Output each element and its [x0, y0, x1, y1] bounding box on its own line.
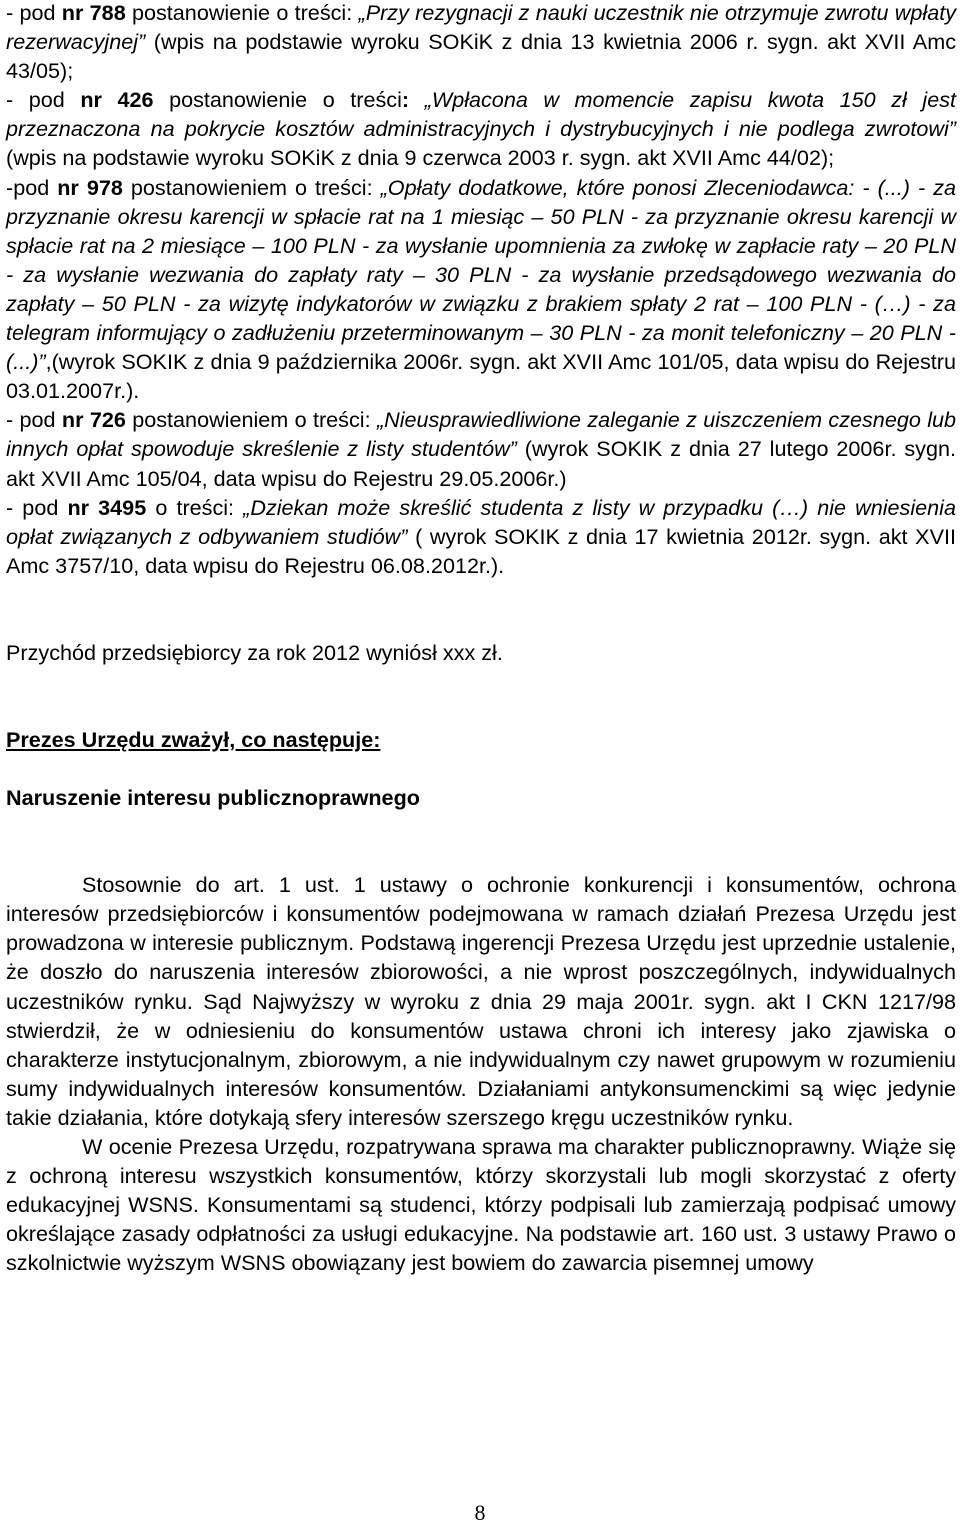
spacer — [6, 754, 956, 783]
entry-intro: postanowieniem o treści: — [122, 174, 381, 200]
entry-citation: (wyrok SOKIK z dnia 27 lutego 2006r. sygn. akt XVII Amc 105/04, data wpisu do Rejestru 29.05.2006r.) — [6, 436, 956, 491]
entry-number: nr 426 — [80, 87, 154, 113]
entry-intro: o treści: — [146, 494, 244, 520]
spacer — [6, 580, 956, 638]
entry-prefix: - pod — [6, 494, 68, 520]
entry-colon: : — [401, 87, 425, 113]
body-paragraph-2: W ocenie Prezesa Urzędu, rozpatrywana sprawa ma charakter publicznoprawny. Wiąże się z ochroną interesu wszystkich konsumentów, którzy skorzystali lub mogli skorzystać z oferty edukacyjnej WSNS. Konsumentami są studenci, którzy podpisali lub zamierzają podpisać umowy określające zasady odpłatności za usługi edukacyjne. Na podstawie art. 160 ust. 3 ustawy Prawo o szkolnictwie wyższym WSNS obowiązany jest bowiem do zawarcia pisemnej umowy — [6, 1134, 956, 1276]
entry-number: nr 788 — [61, 0, 126, 25]
spacer — [6, 667, 956, 725]
body-paragraph-1: Stosownie do art. 1 ust. 1 ustawy o ochronie konkurencji i konsumentów, ochrona interesów przedsiębiorców i konsumentów podejmowana w ramach działań Prezesa Urzędu jest prowadzona w interesie publicznym. Podstawą ingerencji Prezesa Urzędu jest uprzednie ustalenie, że doszło do naruszenia interesów zbiorowości, a nie wprost poszczególnych, indywidualnych uczestników rynku. Sąd Najwyższy w wyroku z dnia 29 maja 2001r. sygn. akt I CKN 1217/98 stwierdził, że w odniesieniu do konsumentów ustawa chroni ich interesy jako zjawiska o charakterze instytucjonalnym, zbiorowym, a nie indywidualnym czy nawet grupowym w rozumieniu sumy indywidualnych interesów konsumentów. Działaniami antykonsumenckimi są więc jedynie takie działania, które dotykają sfery interesów szerszego kręgu uczestników rynku. — [6, 872, 956, 1130]
entry-quote: „Opłaty dodatkowe, które ponosi Zleceniodawca: - (...) - za przyznanie okresu karencji w spłacie rat na 1 miesiąc – 50 PLN - za przyznanie okresu karencji w spłacie rat na 2 miesiące – 100 PLN - za wysłanie upomnienia za zwłokę w zapłacie raty – 20 PLN - za wysłanie wezwania do zapłaty raty – 30 PLN - za wysłanie przedsądowego wezwania do zapłaty – 50 PLN - za wizytę indykatorów w związku z brakiem spłaty 2 rat – 100 PLN - (…) - za telegram informujący o zadłużeniu przeterminowanym – 30 PLN - za monit telefoniczny – 20 PLN - (...)” — [6, 174, 956, 375]
entry-prefix: -pod — [6, 174, 58, 200]
entry-citation: ( wyrok SOKIK z dnia 17 kwietnia 2012r. sygn. akt XVII Amc 3757/10, data wpisu do Rejestru 06.08.2012r.). — [6, 523, 956, 578]
entry-number: nr 726 — [61, 407, 126, 433]
entry-quote: „Wpłacona w momencie zapisu kwota 150 zł jest przeznaczona na pokrycie kosztów administracyjnych i dystrybucyjnych i nie podlega zwrotowi” — [6, 87, 956, 142]
entry-intro: postanowienie o treści: — [125, 0, 359, 25]
entry-citation: (wpis na podstawie wyroku SOKiK z dnia 9 czerwca 2003 r. sygn. akt XVII Amc 44/02); — [6, 145, 835, 171]
entry-prefix: - pod — [6, 407, 62, 433]
section-heading-public-interest: Naruszenie interesu publicznoprawnego — [6, 785, 420, 811]
spacer — [6, 812, 956, 870]
entry-788 — [6, 0, 956, 85]
document-page — [6, 0, 956, 1277]
entry-726 — [6, 405, 956, 492]
entry-3495 — [6, 493, 956, 580]
entry-prefix: - pod — [6, 0, 62, 25]
entry-number: nr 978 — [57, 174, 123, 200]
entry-quote: „Przy rezygnacji z nauki uczestnik nie otrzymuje zwrotu wpłaty rezerwacyjnej” — [6, 0, 956, 55]
section-heading-president: Prezes Urzędu zważył, co następuje: — [6, 726, 381, 752]
income-line: Przychód przedsiębiorcy za rok 2012 wyniósł xxx zł. — [6, 639, 503, 665]
entry-number: nr 3495 — [67, 494, 147, 520]
entry-quote: „Nieusprawiedliwione zaleganie z uiszczeniem czesnego lub innych opłat spowoduje skreślenie z listy studentów” — [6, 407, 957, 462]
entry-426 — [6, 85, 956, 172]
entry-quote: „Dziekan może skreślić studenta z listy w przypadku (…) nie wniesienia opłat związanych z odbywaniem studiów” — [6, 494, 956, 549]
entry-978 — [6, 173, 956, 406]
entry-intro: postanowienie o treści — [153, 87, 402, 113]
entry-citation: ,(wyrok SOKIK z dnia 9 października 2006r. sygn. akt XVII Amc 101/05, data wpisu do Rejestru 03.01.2007r.). — [6, 349, 956, 404]
page-number: 8 — [474, 1500, 486, 1525]
entry-intro: postanowieniem o treści: — [125, 407, 377, 433]
entry-prefix: - pod — [6, 87, 81, 113]
entry-citation: (wpis na podstawie wyroku SOKiK z dnia 13 kwietnia 2006 r. sygn. akt XVII Amc 43/05); — [6, 29, 956, 84]
